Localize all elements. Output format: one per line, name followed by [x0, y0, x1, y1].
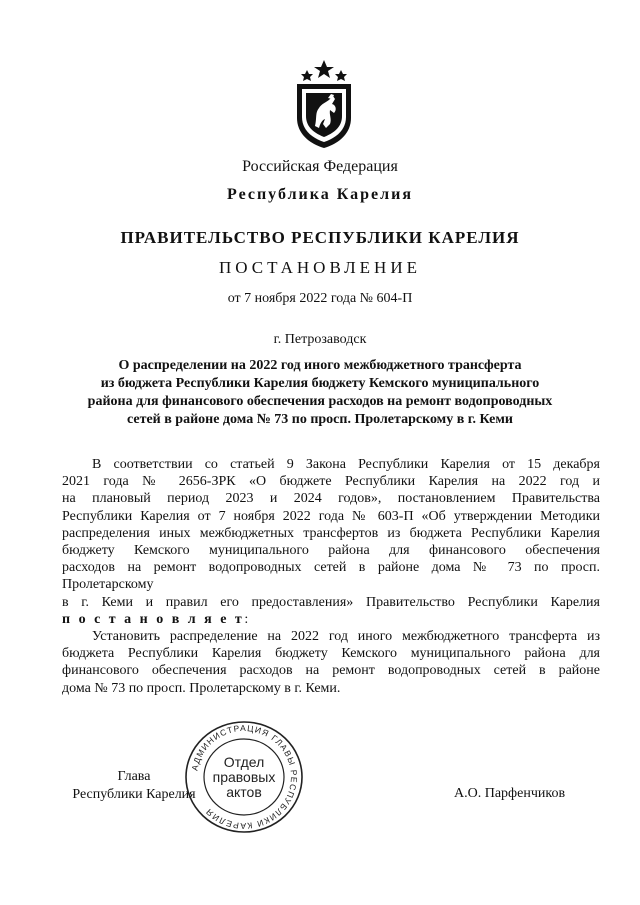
subject-line: О распределении на 2022 год иного межбюджетного трансферта	[118, 358, 522, 373]
subject-line: района для финансового обеспечения расходов на ремонт водопроводных	[87, 394, 553, 409]
republic-heading: Республика Карелия	[227, 186, 413, 203]
karelia-coat-of-arms-icon	[293, 58, 355, 150]
body-line: распределения иных межбюджетных трансфертов из бюджета Республики Карелия	[62, 525, 600, 541]
document-body	[62, 456, 600, 697]
stamp-line: актов	[226, 784, 262, 800]
subject-line: сетей в районе дома № 73 по просп. Пролетарскому в г. Кеми	[126, 412, 513, 427]
signatory-title-line: Республики Карелия	[72, 787, 196, 802]
body-line: дома № 73 по просп. Пролетарскому в г. Кеми.	[62, 680, 341, 696]
resolves-line	[62, 611, 600, 628]
document-city: г. Петрозаводск	[273, 332, 367, 347]
body-line: финансового обеспечения расходов на ремонт водопроводных сетей в районе	[62, 663, 600, 679]
body-line: бюджета Республики Карелия бюджету Кемского муниципального района для	[62, 646, 600, 662]
body-line: 2021 года № 2656-ЗРК «О бюджете Республики Карелия на 2022 год и	[62, 474, 600, 490]
federation-heading: Российская Федерация	[242, 158, 398, 175]
resolves-colon: :	[244, 611, 249, 627]
body-line: на плановый период 2023 и 2024 годов», постановлением Правительства	[62, 491, 600, 507]
signatory-title-line: Глава	[117, 769, 151, 784]
signatory-name: А.О. Парфенчиков	[454, 786, 566, 801]
resolves-word: п о с т а н о в л я е т	[62, 611, 245, 627]
document-date-number: от 7 ноября 2022 года № 604-П	[227, 291, 413, 306]
subject-line: из бюджета Республики Карелия бюджету Кемского муниципального	[100, 376, 540, 391]
stamp-ring-text: АДМИНИСТРАЦИЯ ГЛАВЫ РЕСПУБЛИКИ КАРЕЛИЯ	[189, 722, 300, 832]
stamp-line: Отдел	[223, 754, 265, 770]
legal-department-stamp	[183, 719, 305, 835]
document-subject	[60, 357, 580, 429]
government-heading: ПРАВИТЕЛЬСТВО РЕСПУБЛИКИ КАРЕЛИЯ	[120, 228, 520, 247]
body-line: Республики Карелия от 7 ноября 2022 года № 603-П «Об утверждении Методики	[62, 508, 600, 524]
body-line: Пролетарскому	[62, 577, 154, 593]
stamp-line: правовых	[212, 769, 276, 785]
body-line: В соответствии со статьей 9 Закона Республики Карелия от 15 декабря	[92, 457, 600, 472]
body-line: Установить распределение на 2022 год иного межбюджетного трансферта из	[92, 629, 600, 645]
body-line: в г. Кеми и правил его предоставления» Правительство Республики Карелия	[62, 594, 600, 610]
document-type: ПОСТАНОВЛЕНИЕ	[218, 258, 421, 277]
body-line: расходов на ремонт водопроводных сетей в районе дома № 73 по просп.	[62, 560, 600, 576]
body-line: бюджету Кемского муниципального района для финансового обеспечения	[62, 543, 600, 559]
